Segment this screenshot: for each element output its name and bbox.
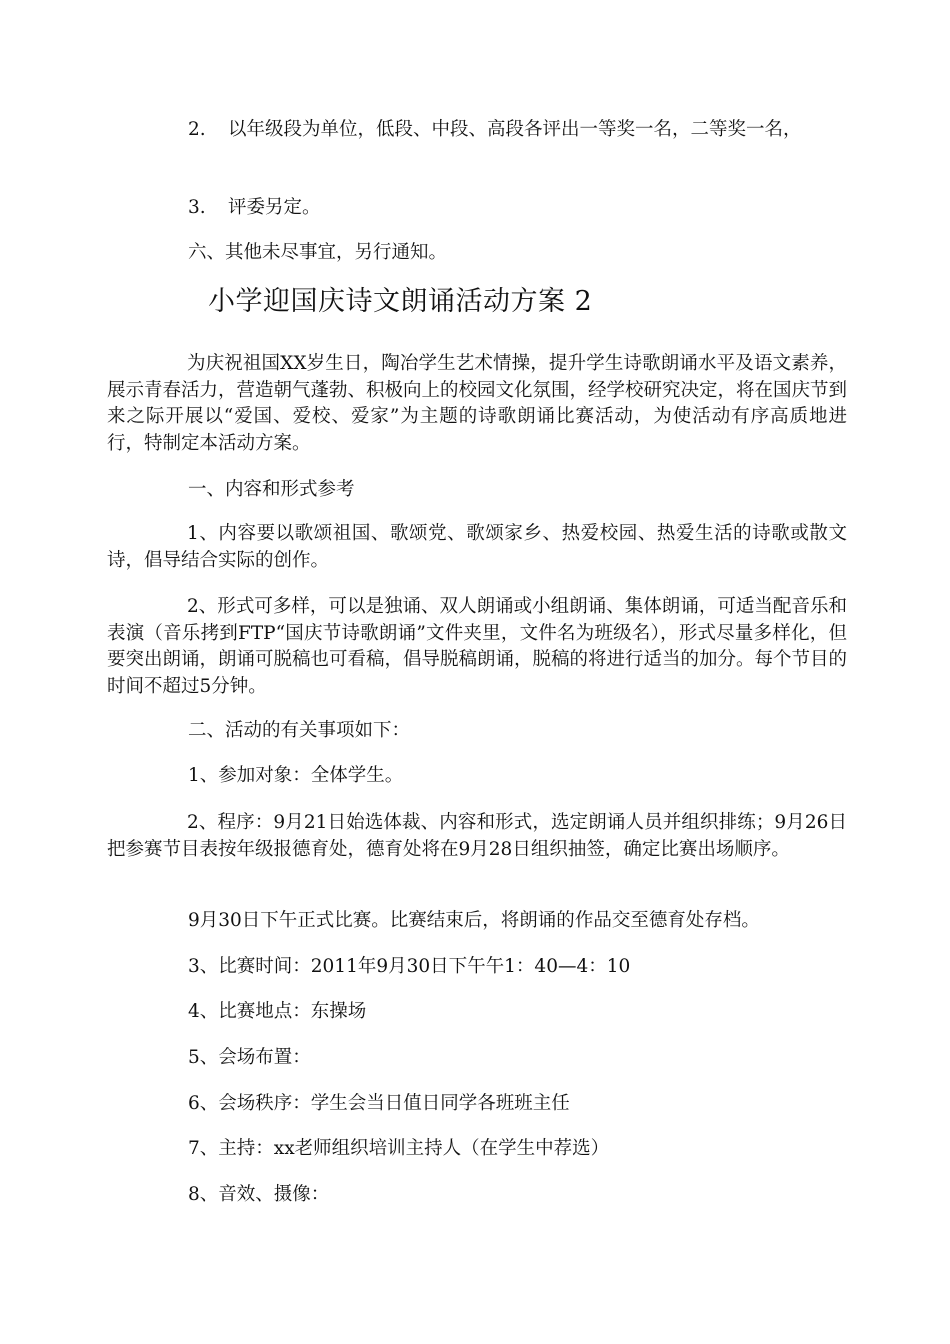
list-item <box>188 117 802 143</box>
list-item: 7、主持：xx老师组织培训主持人（在学生中荐选） <box>188 1138 610 1159</box>
list-item: 6、会场秩序：学生会当日值日同学各班班主任 <box>188 1093 570 1114</box>
list-item <box>188 195 321 221</box>
paragraph: 2、程序：9月21日始选体裁、内容和形式，选定朗诵人员并组织排练；9月26日把参赛节目表按年级报德育处，德育处将在9月28日组织抽签，确定比赛出场顺序。 <box>107 812 847 860</box>
list-item-number: 2. <box>188 119 206 140</box>
intro-paragraph: 为庆祝祖国XX岁生日，陶冶学生艺术情操，提升学生诗歌朗诵水平及语文素养，展示青春活力，营造朝气蓬勃、积极向上的校园文化氛围，经学校研究决定，将在国庆节到来之际开展以“爱国、爱校、爱家”为主题的诗歌朗诵比赛活动，为使活动有序高质地进行，特制定本活动方案。 <box>107 353 848 454</box>
document-title: 小学迎国庆诗文朗诵活动方案 2 <box>208 286 593 317</box>
section-heading: 二、活动的有关事项如下： <box>188 720 411 741</box>
list-item-number: 3. <box>188 197 206 218</box>
list-item-text: 以年级段为单位，低段、中段、高段各评出一等奖一名，二等奖一名， <box>228 119 802 140</box>
list-item: 1、参加对象：全体学生。 <box>188 765 404 786</box>
other-note: 六、其他未尽事宜，另行通知。 <box>188 242 448 263</box>
list-item: 4、比赛地点：东操场 <box>188 1001 367 1022</box>
list-item: 8、音效、摄像： <box>188 1184 330 1205</box>
list-item: 9月30日下午正式比赛。比赛结束后，将朗诵的作品交至德育处存档。 <box>188 910 760 931</box>
list-item: 3、比赛时间：2011年9月30日下午午1：40—4：10 <box>188 956 631 977</box>
list-item-text: 评委另定。 <box>228 197 321 218</box>
paragraph: 2、形式可多样，可以是独诵、双人朗诵或小组朗诵、集体朗诵，可适当配音乐和表演（音乐拷到FTP“国庆节诗歌朗诵”文件夹里，文件名为班级名），形式尽量多样化，但要突出朗诵，朗诵可脱稿也可看稿，倡导脱稿朗诵，脱稿的将进行适当的加分。每个节目的时间不超过5分钟。 <box>107 596 848 697</box>
list-item: 5、会场布置： <box>188 1047 311 1068</box>
section-heading: 一、内容和形式参考 <box>188 479 355 500</box>
paragraph: 1、内容要以歌颂祖国、歌颂党、歌颂家乡、热爱校园、热爱生活的诗歌或散文诗，倡导结合实际的创作。 <box>107 523 847 571</box>
